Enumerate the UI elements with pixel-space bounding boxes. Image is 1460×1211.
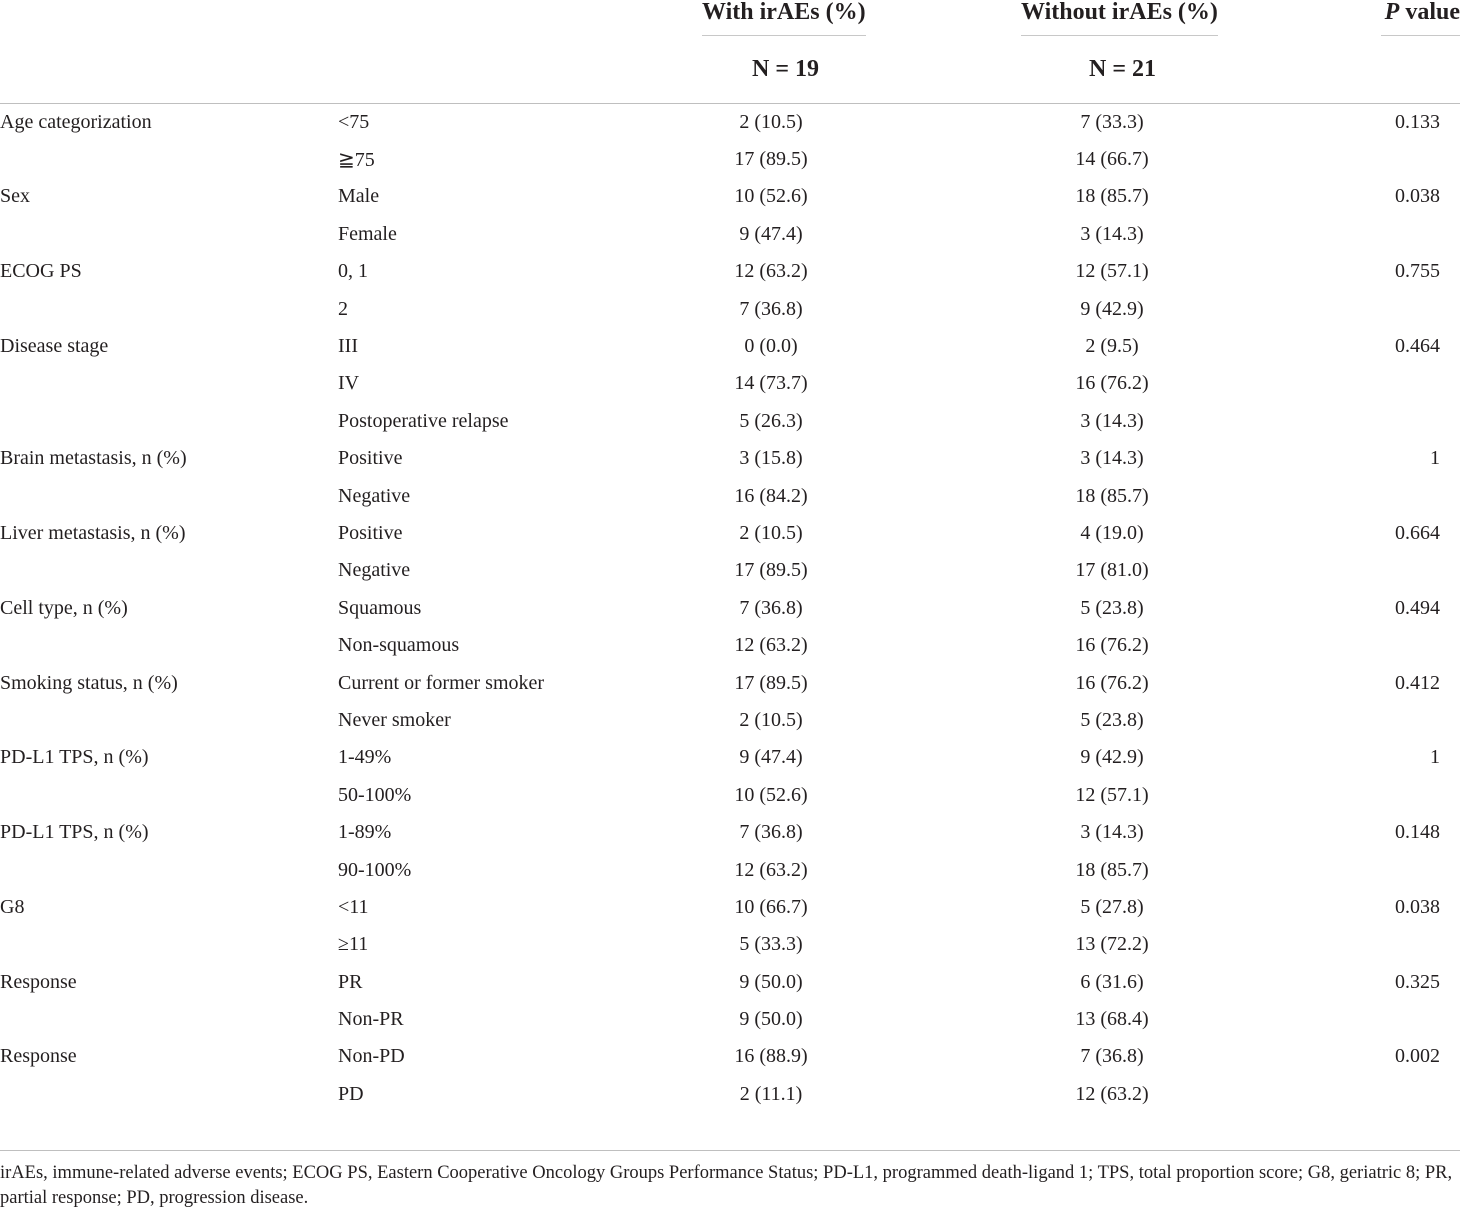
row-p-value: 0.002 <box>1395 1045 1440 1068</box>
row-subcategory: Current or former smoker <box>338 671 545 694</box>
row-p-value: 0.038 <box>1395 185 1440 208</box>
table-row <box>0 851 1460 888</box>
row-with-iraes: 9 (47.4) <box>739 746 803 769</box>
row-subcategory: Male <box>338 185 380 208</box>
row-subcategory: 1-49% <box>338 746 392 769</box>
row-with-iraes: 16 (88.9) <box>734 1045 808 1068</box>
row-p-value: 0.325 <box>1395 970 1440 993</box>
row-label <box>0 1001 338 1038</box>
row-with-iraes: 2 (10.5) <box>739 708 803 731</box>
row-without-iraes: 13 (68.4) <box>1075 1008 1149 1031</box>
row-without-iraes: 17 (81.0) <box>1075 559 1149 582</box>
row-subcategory: IV <box>338 372 360 395</box>
row-label: ECOG PS <box>0 260 82 283</box>
table-row <box>0 664 1460 701</box>
row-without-iraes: 5 (27.8) <box>1080 895 1144 918</box>
table-row <box>0 1038 1460 1075</box>
row-subcategory: ≥11 <box>338 933 369 956</box>
row-label <box>0 777 338 814</box>
row-with-iraes: 2 (10.5) <box>739 521 803 544</box>
row-without-iraes: 16 (76.2) <box>1075 671 1149 694</box>
row-subcategory: III <box>338 335 358 358</box>
row-without-iraes: 9 (42.9) <box>1080 746 1144 769</box>
table-header <box>0 0 1460 104</box>
header-with-iraes-text: With irAEs (%) <box>702 0 866 36</box>
row-p-value: 0.664 <box>1395 521 1440 544</box>
row-subcategory: 0, 1 <box>338 260 368 283</box>
table-row <box>0 440 1460 477</box>
row-p-value <box>1276 552 1460 589</box>
row-p-value: 0.494 <box>1395 596 1440 619</box>
row-label <box>0 290 338 327</box>
row-label: PD-L1 TPS, n (%) <box>0 821 149 844</box>
row-p-value <box>1276 851 1460 888</box>
table-row <box>0 552 1460 589</box>
table-row <box>0 702 1460 739</box>
row-subcategory: PD <box>338 1082 364 1105</box>
row-without-iraes: 5 (23.8) <box>1080 596 1144 619</box>
header-without-iraes-text: Without irAEs (%) <box>1021 0 1218 36</box>
row-without-iraes: 18 (85.7) <box>1075 185 1149 208</box>
row-without-iraes: 7 (36.8) <box>1080 1045 1144 1068</box>
row-subcategory: 50-100% <box>338 783 412 806</box>
row-without-iraes: 4 (19.0) <box>1080 521 1144 544</box>
row-label: Cell type, n (%) <box>0 596 128 619</box>
row-label <box>0 552 338 589</box>
table-row <box>0 328 1460 365</box>
row-label <box>0 1076 338 1113</box>
table-row <box>0 627 1460 664</box>
row-p-value <box>1276 777 1460 814</box>
row-without-iraes: 3 (14.3) <box>1080 821 1144 844</box>
row-p-value <box>1276 216 1460 253</box>
header-blank-sub <box>338 0 610 50</box>
row-p-value <box>1276 926 1460 963</box>
row-with-iraes: 16 (84.2) <box>734 484 808 507</box>
row-subcategory: Squamous <box>338 596 422 619</box>
header-without-iraes <box>976 0 1276 50</box>
table-row <box>0 290 1460 327</box>
table-footnote: irAEs, immune-related adverse events; ECOG PS, Eastern Cooperative Oncology Groups Performance Status; PD-L1, programmed death-ligand 1; TPS, total proportion score; G8, geriatric 8; PR, partial response; PD, progression disease. <box>0 1150 1460 1211</box>
row-label: Brain metastasis, n (%) <box>0 447 187 470</box>
row-without-iraes: 12 (57.1) <box>1075 783 1149 806</box>
header-row-groups <box>0 0 1460 50</box>
header-p-value <box>1276 0 1460 50</box>
header-p-rest: value <box>1399 0 1460 25</box>
row-with-iraes: 10 (66.7) <box>734 895 808 918</box>
row-subcategory: <75 <box>338 110 370 133</box>
row-subcategory: Negative <box>338 484 411 507</box>
row-without-iraes: 14 (66.7) <box>1075 148 1149 171</box>
header-blank-label <box>0 0 338 50</box>
table-row <box>0 889 1460 926</box>
row-without-iraes: 16 (76.2) <box>1075 372 1149 395</box>
table-row <box>0 1001 1460 1038</box>
row-subcategory: 2 <box>338 297 348 320</box>
header-row-counts <box>0 50 1460 103</box>
row-with-iraes: 9 (47.4) <box>739 222 803 245</box>
table-row <box>0 365 1460 402</box>
row-label: Sex <box>0 185 30 208</box>
table-row <box>0 104 1460 141</box>
table-row <box>0 739 1460 776</box>
table-row <box>0 515 1460 552</box>
table-row <box>0 141 1460 178</box>
row-label <box>0 627 338 664</box>
row-subcategory: ≧75 <box>338 149 375 172</box>
row-p-value <box>1276 1076 1460 1113</box>
row-p-value: 0.133 <box>1395 110 1440 133</box>
row-subcategory: Positive <box>338 447 403 470</box>
row-label <box>0 926 338 963</box>
row-with-iraes: 7 (36.8) <box>739 297 803 320</box>
row-without-iraes: 2 (9.5) <box>1085 335 1139 358</box>
table-row <box>0 1076 1460 1113</box>
row-p-value: 0.148 <box>1395 821 1440 844</box>
table-row <box>0 777 1460 814</box>
table-row <box>0 814 1460 851</box>
row-with-iraes: 7 (36.8) <box>739 596 803 619</box>
row-with-iraes: 5 (26.3) <box>739 409 803 432</box>
row-label <box>0 365 338 402</box>
row-label: Response <box>0 970 77 993</box>
row-p-value <box>1276 1001 1460 1038</box>
row-label <box>0 403 338 440</box>
header-with-iraes <box>610 0 976 50</box>
row-label <box>0 141 338 178</box>
row-label <box>0 851 338 888</box>
table-row <box>0 477 1460 514</box>
row-with-iraes: 10 (52.6) <box>734 185 808 208</box>
row-p-value <box>1276 403 1460 440</box>
row-without-iraes: 5 (23.8) <box>1080 708 1144 731</box>
row-subcategory: Female <box>338 222 397 245</box>
row-label <box>0 702 338 739</box>
row-with-iraes: 2 (10.5) <box>739 110 803 133</box>
row-p-value: 0.412 <box>1395 671 1440 694</box>
row-with-iraes: 9 (50.0) <box>739 1008 803 1031</box>
row-subcategory: Positive <box>338 521 403 544</box>
row-with-iraes: 3 (15.8) <box>739 447 803 470</box>
row-without-iraes: 9 (42.9) <box>1080 297 1144 320</box>
table-row <box>0 926 1460 963</box>
row-subcategory: PR <box>338 970 363 993</box>
table-row <box>0 403 1460 440</box>
row-with-iraes: 14 (73.7) <box>734 372 808 395</box>
table-row <box>0 590 1460 627</box>
header-n-without: N = 21 <box>1089 56 1157 82</box>
row-without-iraes: 16 (76.2) <box>1075 634 1149 657</box>
row-subcategory: 1-89% <box>338 821 392 844</box>
row-with-iraes: 9 (50.0) <box>739 970 803 993</box>
row-label: Disease stage <box>0 335 109 358</box>
row-p-value: 1 <box>1430 447 1440 470</box>
row-label: G8 <box>0 895 25 918</box>
row-subcategory: Non-PD <box>338 1045 405 1068</box>
row-subcategory: <11 <box>338 895 369 918</box>
row-label: Response <box>0 1045 77 1068</box>
row-without-iraes: 18 (85.7) <box>1075 484 1149 507</box>
row-subcategory: 90-100% <box>338 858 412 881</box>
row-with-iraes: 5 (33.3) <box>739 933 803 956</box>
header-p-value-text <box>1381 0 1460 36</box>
row-without-iraes: 3 (14.3) <box>1080 222 1144 245</box>
row-subcategory: Non-PR <box>338 1008 404 1031</box>
row-p-value: 0.464 <box>1395 335 1440 358</box>
table-row <box>0 963 1460 1000</box>
table-row <box>0 178 1460 215</box>
row-with-iraes: 17 (89.5) <box>734 559 808 582</box>
row-subcategory: Non-squamous <box>338 634 460 657</box>
row-without-iraes: 3 (14.3) <box>1080 409 1144 432</box>
row-p-value <box>1276 290 1460 327</box>
row-with-iraes: 17 (89.5) <box>734 148 808 171</box>
row-label <box>0 477 338 514</box>
row-p-value <box>1276 702 1460 739</box>
row-without-iraes: 6 (31.6) <box>1080 970 1144 993</box>
row-with-iraes: 12 (63.2) <box>734 858 808 881</box>
row-label: PD-L1 TPS, n (%) <box>0 746 149 769</box>
row-subcategory: Postoperative relapse <box>338 409 509 432</box>
row-without-iraes: 12 (63.2) <box>1075 1082 1149 1105</box>
row-with-iraes: 17 (89.5) <box>734 671 808 694</box>
row-with-iraes: 10 (52.6) <box>734 783 808 806</box>
row-p-value <box>1276 141 1460 178</box>
row-without-iraes: 18 (85.7) <box>1075 858 1149 881</box>
row-p-value <box>1276 477 1460 514</box>
row-subcategory: Negative <box>338 559 411 582</box>
header-p-italic: P <box>1384 0 1400 25</box>
row-without-iraes: 13 (72.2) <box>1075 933 1149 956</box>
row-without-iraes: 3 (14.3) <box>1080 447 1144 470</box>
row-p-value: 0.755 <box>1395 260 1440 283</box>
row-p-value <box>1276 627 1460 664</box>
row-label <box>0 216 338 253</box>
row-label: Age categorization <box>0 110 152 133</box>
row-p-value: 0.038 <box>1395 895 1440 918</box>
row-with-iraes: 7 (36.8) <box>739 821 803 844</box>
row-subcategory: Never smoker <box>338 708 451 731</box>
table-body <box>0 104 1460 1114</box>
row-with-iraes: 2 (11.1) <box>739 1082 803 1105</box>
row-label: Smoking status, n (%) <box>0 671 178 694</box>
row-p-value <box>1276 365 1460 402</box>
row-label: Liver metastasis, n (%) <box>0 521 186 544</box>
row-with-iraes: 0 (0.0) <box>744 335 798 358</box>
row-with-iraes: 12 (63.2) <box>734 634 808 657</box>
row-without-iraes: 7 (33.3) <box>1080 110 1144 133</box>
table-row <box>0 216 1460 253</box>
row-with-iraes: 12 (63.2) <box>734 260 808 283</box>
row-p-value: 1 <box>1430 746 1440 769</box>
table-row <box>0 253 1460 290</box>
row-without-iraes: 12 (57.1) <box>1075 260 1149 283</box>
header-n-with: N = 19 <box>752 56 820 82</box>
